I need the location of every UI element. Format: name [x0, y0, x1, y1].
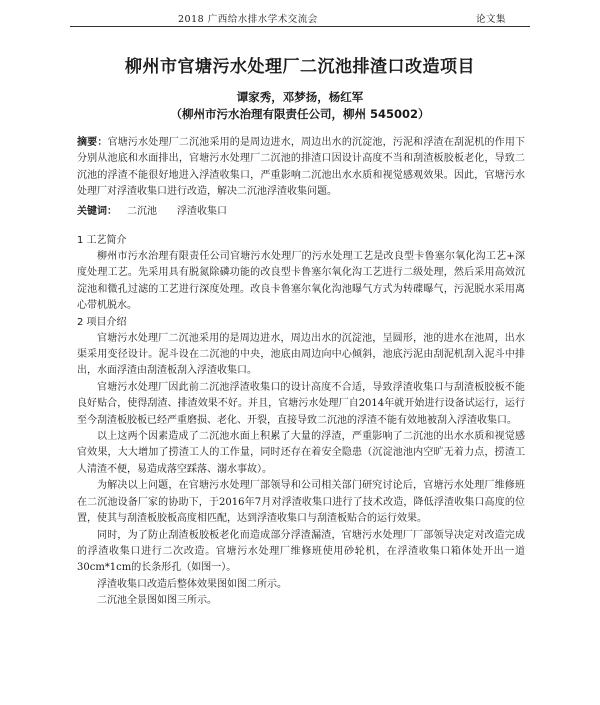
abstract-text: 官塘污水处理厂二沉池采用的是周边进水，周边出水的沉淀池，污泥和浮渣在刮泥机的作用下分别从池底和水面排出，官塘污水处理厂二沉池的排渣口因设计高度不当和刮渣板胶板老化，导致二沉池的浮渣不能很好地进入浮渣收集口，严重影响二沉池出水水质和视觉感观效果。因此，官塘污水处理厂对浮渣收集口进行改造，解决二沉池浮渣收集问题。 [77, 137, 526, 198]
running-header [70, 8, 530, 27]
abstract-label: 摘要： [77, 137, 108, 148]
keywords [77, 204, 525, 220]
paragraph: 官塘污水处理厂因此前二沉池浮渣收集口的设计高度不合适，导致浮渣收集口与刮渣板胶板不能良好贴合，使得刮渣、排渣效果不好。并且，官塘污水处理厂自2014年就开始进行设备试运行，运行至今刮渣板胶板已经严重磨损、老化、开裂，直接导致二沉池的浮渣不能有效地被刮入浮渣收集口。 [77, 381, 525, 426]
keyword: 二沉池 [127, 206, 157, 217]
conference-name: 2018 广西给水排水学术交流会 [178, 14, 318, 25]
paper-body [77, 233, 525, 610]
abstract [77, 135, 525, 201]
paper-title: 柳州市官塘污水处理厂二沉池排渣口改造项目 [125, 57, 475, 77]
section-heading: 1 工艺简介 [77, 235, 127, 246]
paragraph: 同时，为了防止刮渣板胶板老化而造成部分浮渣漏渣，官塘污水处理厂厂部领导决定对改造完成的浮渣收集口进行二次改造。官塘污水处理厂维修班使用砂轮机，在浮渣收集口箱体处开出一道30cm*1cm的长条形孔（如图一）。 [77, 529, 525, 574]
section-heading: 2 项目介绍 [77, 316, 127, 328]
section-label: 论文集 [475, 14, 506, 25]
paragraph: 以上这两个因素造成了二沉池水面上积累了大量的浮渣，严重影响了二沉池的出水水质和视觉感官效果，大大增加了捞渣工人的工作量，同时还存在着安全隐患（沉淀池池内空旷无着力点，捞渣工人清渣不便，易造成落空踩落、溺水事故）。 [77, 431, 525, 475]
paragraph: 为解决以上问题，在官塘污水处理厂部领导和公司相关部门研究讨论后，官塘污水处理厂维修班在二沉池设备厂家的协助下，于2016年7月对浮渣收集口进行了技术改造，降低浮渣收集口高度的位置，使其与刮渣板胶板高度相匹配，达到浮渣收集口与刮渣板贴合的运行效果。 [77, 480, 525, 525]
paper-affiliation: （柳州市污水治理有限责任公司，柳州 545002） [170, 107, 430, 121]
paragraph: 柳州市污水治理有限责任公司官塘污水处理厂的污水处理工艺是改良型卡鲁塞尔氧化沟工艺+深度处理工艺。先采用具有脱氮除磷功能的改良型卡鲁塞尔氧化沟工艺进行二级处理，然后采用高效沉淀池和微孔过滤的工艺进行深度处理。改良卡鲁塞尔氧化沟池曝气方式为转碟曝气，污泥脱水采用离心带机脱水。 [77, 251, 525, 312]
paragraph: 官塘污水处理厂二沉池采用的是周边进水，周边出水的沉淀池，呈圆形，池的进水在池周，出水渠采用变径设计。泥斗设在二沉池的中央，池底由周边向中心倾斜，池底污泥由刮泥机刮入泥斗中排出，水面浮渣由刮渣板刮入浮渣收集口。 [77, 332, 525, 377]
keyword: 浮渣收集口 [177, 206, 227, 217]
paper-authors: 谭家秀，邓梦扬，杨红军 [236, 90, 364, 104]
paragraph: 浮渣收集口改造后整体效果图如图二所示。 [97, 578, 287, 590]
paragraph: 二沉池全景图如图三所示。 [97, 595, 217, 607]
keywords-label: 关键词： [77, 206, 117, 217]
